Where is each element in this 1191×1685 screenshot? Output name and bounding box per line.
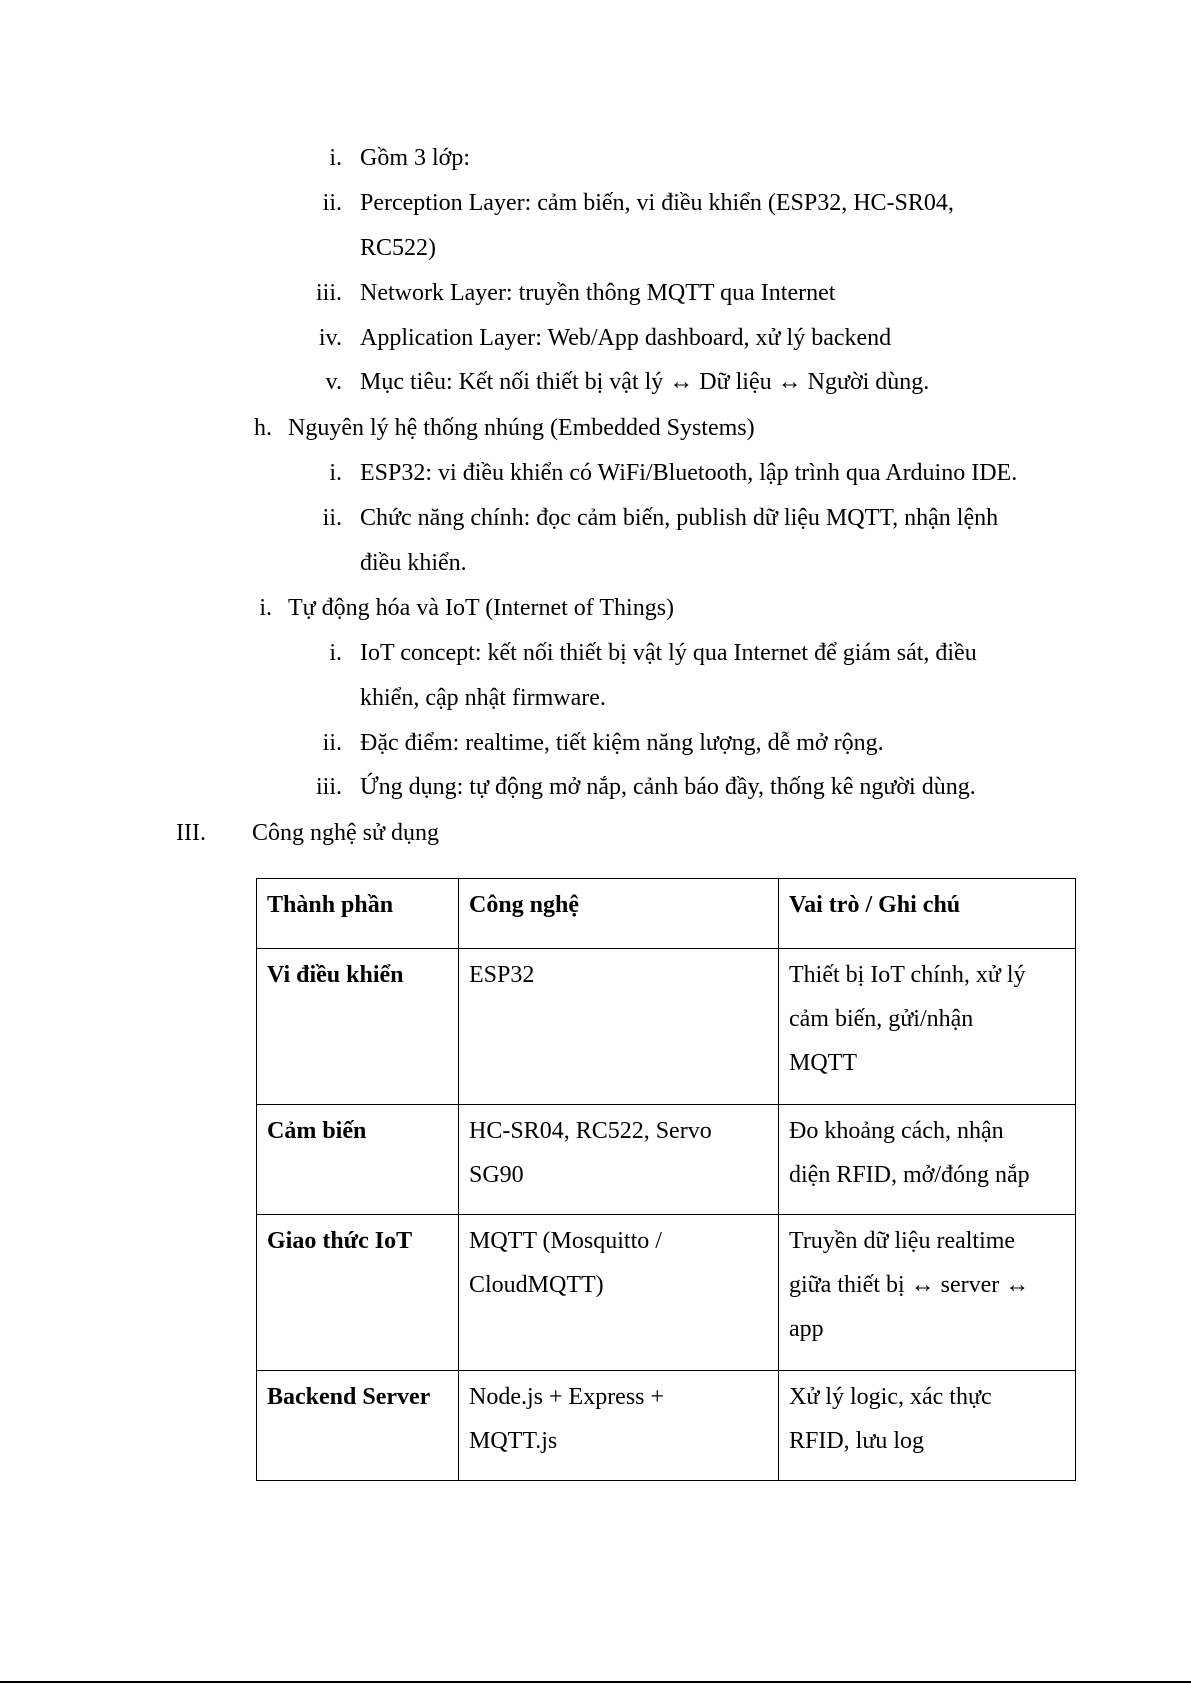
cell-line: CloudMQTT) [469,1272,604,1298]
cell-line: cảm biến, gửi/nhận [789,1006,974,1032]
list-item-text: điều khiển. [360,550,467,576]
table-row [257,1371,1076,1481]
table-cell-role [779,1105,1076,1215]
cell-line: HC-SR04, RC522, Servo [469,1118,712,1144]
table-cell-tech [459,1105,779,1215]
list-item-text: ESP32: vi điều khiển có WiFi/Bluetooth, lập trình qua Arduino IDE. [360,460,1018,486]
list-marker: iii. [315,774,342,800]
cell-line: diện RFID, mở/đóng nắp [789,1162,1030,1188]
list-marker: i. [329,640,342,666]
cell-line: MQTT (Mosquitto / [469,1228,662,1254]
table-cell-tech [459,1215,779,1371]
cell-line: MQTT [789,1050,857,1076]
table-cell-component: Vi điều khiển [257,949,459,1105]
list-item-text: Ứng dụng: tự động mở nắp, cảnh báo đầy, thống kê người dùng. [360,774,976,800]
table-row [257,1105,1076,1215]
cell-line: Đo khoảng cách, nhận [789,1118,1004,1144]
list-marker: ii. [322,505,342,531]
section-marker: III. [176,820,206,846]
page-bottom-rule [0,1681,1191,1683]
section-title: Tự động hóa và IoT (Internet of Things) [288,595,675,621]
section-title: Nguyên lý hệ thống nhúng (Embedded Systems) [288,415,755,441]
table-cell-component: Cảm biến [257,1105,459,1215]
technology-table [256,878,1076,1481]
list-item-text: khiển, cập nhật firmware. [360,685,606,711]
list-marker: iii. [315,280,342,306]
cell-line: Truyền dữ liệu realtime [789,1228,1016,1254]
table-cell-component: Backend Server [257,1371,459,1481]
list-item-text: IoT concept: kết nối thiết bị vật lý qua Internet để giám sát, điều [360,640,977,666]
cell-line: Node.js + Express + [469,1384,665,1410]
list-marker: i. [329,460,342,486]
cell-line: Xử lý logic, xác thực [789,1384,992,1410]
section-title: Công nghệ sử dụng [252,820,440,846]
list-item-text: Application Layer: Web/App dashboard, xử lý backend [360,325,892,351]
list-item-text: Chức năng chính: đọc cảm biến, publish dữ liệu MQTT, nhận lệnh [360,505,999,531]
cell-line: SG90 [469,1162,524,1188]
list-marker: ii. [322,190,342,216]
list-item-text: Mục tiêu: Kết nối thiết bị vật lý ↔ Dữ liệu ↔ Người dùng. [360,369,930,395]
table-cell-role [779,1371,1076,1481]
table-header-row [257,879,1076,949]
cell-line: ESP32 [469,962,535,988]
table-cell-tech [459,1371,779,1481]
table-header-cell: Vai trò / Ghi chú [779,879,1076,949]
cell-line: giữa thiết bị ↔ server ↔ [789,1272,1030,1298]
list-item-text: Network Layer: truyền thông MQTT qua Internet [360,280,836,306]
table-cell-component: Giao thức IoT [257,1215,459,1371]
table-row [257,949,1076,1105]
cell-line: RFID, lưu log [789,1428,925,1454]
list-item-text: RC522) [360,235,437,261]
table-cell-tech [459,949,779,1105]
list-marker: i. [329,145,342,171]
list-item-text: Đặc điểm: realtime, tiết kiệm năng lượng, dễ mở rộng. [360,730,884,756]
section-marker: i. [259,595,272,621]
table-header-cell: Công nghệ [459,879,779,949]
list-item-text: Gồm 3 lớp: [360,145,471,171]
table-cell-role [779,949,1076,1105]
cell-line: MQTT.js [469,1428,558,1454]
list-marker: ii. [322,730,342,756]
table-row [257,1215,1076,1371]
table-cell-role [779,1215,1076,1371]
table-header-cell: Thành phần [257,879,459,949]
cell-line: app [789,1316,824,1342]
cell-line: Thiết bị IoT chính, xử lý [789,962,1026,988]
list-marker: v. [325,369,342,395]
section-marker: h. [254,415,272,441]
list-marker: iv. [318,325,342,351]
list-item-text: Perception Layer: cảm biến, vi điều khiển (ESP32, HC-SR04, [360,190,954,216]
